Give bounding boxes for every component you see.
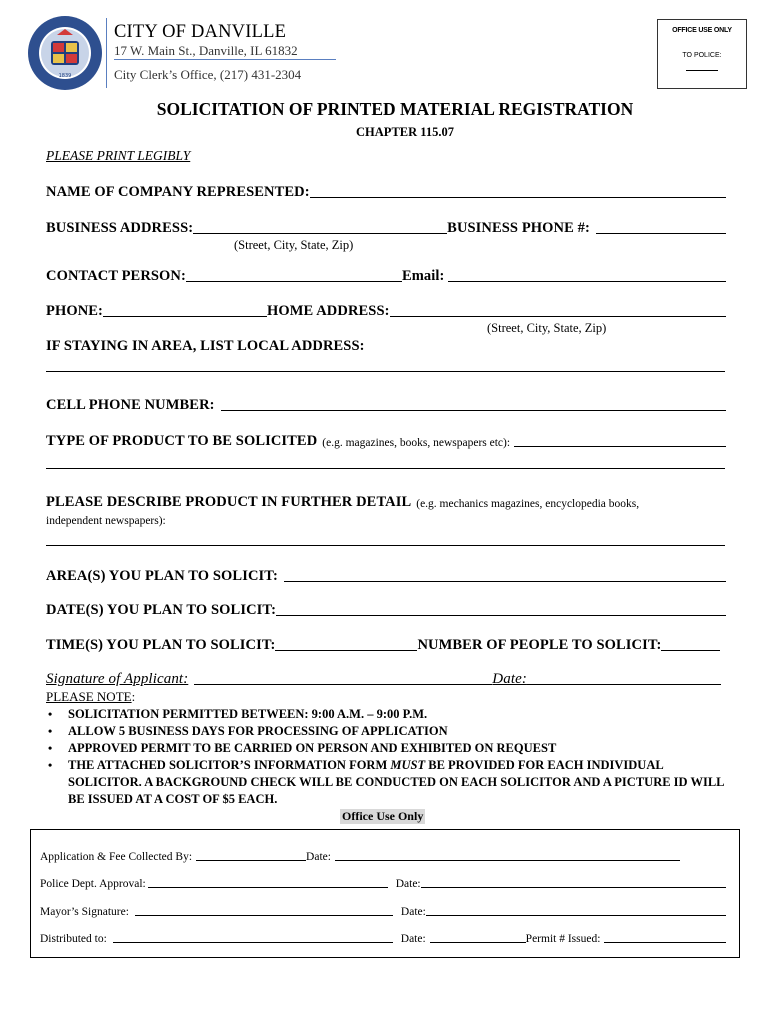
police-row [40, 878, 726, 890]
product-type-label: TYPE OF PRODUCT TO BE SOLICITED [46, 433, 318, 449]
note-text: APPROVED PERMIT TO BE CARRIED ON PERSON AND EXHIBITED ON REQUEST [68, 741, 557, 755]
product-type-input[interactable] [514, 446, 726, 447]
bullet-icon: • [48, 758, 53, 772]
app-fee-date-label: Date: [306, 851, 331, 863]
company-row [46, 184, 726, 201]
header-vertical-rule [106, 18, 107, 88]
times-row [46, 637, 720, 654]
local-address-row [46, 338, 726, 355]
signature-row [46, 671, 721, 688]
app-fee-label: Application & Fee Collected By: [40, 851, 193, 863]
signature-label: Signature of Applicant: [46, 671, 189, 687]
contact-person-label: CONTACT PERSON: [46, 268, 186, 284]
notes-heading [46, 689, 135, 705]
distributed-input[interactable] [113, 942, 393, 943]
times-label: TIME(S) YOU PLAN TO SOLICIT: [46, 637, 276, 653]
business-address-hint: (Street, City, State, Zip) [234, 238, 354, 252]
contact-row [46, 268, 726, 285]
product-detail-input[interactable] [46, 545, 725, 546]
cell-phone-label: CELL PHONE NUMBER: [46, 397, 215, 413]
svg-text:1839: 1839 [58, 73, 72, 79]
mayor-date-label: Date: [400, 906, 426, 918]
cell-phone-input[interactable] [221, 410, 726, 411]
company-label: NAME OF COMPANY REPRESENTED: [46, 184, 310, 200]
office-use-section [30, 829, 740, 958]
note-must: MUST [390, 758, 426, 772]
product-type-input-2[interactable] [46, 468, 725, 469]
signature-date-label: Date: [492, 671, 527, 687]
email-label: Email: [401, 268, 445, 284]
mayor-row [40, 906, 726, 918]
notes-list [46, 706, 736, 808]
list-item [46, 723, 736, 740]
cell-phone-row [46, 397, 726, 414]
business-row [46, 220, 726, 237]
app-fee-date-input[interactable] [335, 860, 680, 861]
distributed-label: Distributed to: [40, 933, 107, 945]
bullet-icon: • [48, 741, 53, 755]
dates-row [46, 602, 726, 619]
product-detail-row [46, 494, 726, 511]
police-date-label: Date: [395, 878, 421, 890]
business-address-label: BUSINESS ADDRESS: [46, 220, 194, 236]
bullet-icon: • [48, 724, 53, 738]
business-phone-input[interactable] [596, 233, 726, 234]
product-detail-label: PLEASE DESCRIBE PRODUCT IN FURTHER DETAIL [46, 494, 412, 510]
local-address-input[interactable] [46, 371, 725, 372]
app-fee-input[interactable] [196, 860, 306, 861]
areas-row [46, 568, 726, 585]
home-address-hint: (Street, City, State, Zip) [487, 321, 607, 335]
header-rule [114, 59, 336, 60]
areas-input[interactable] [284, 581, 726, 582]
distributed-row [40, 933, 726, 945]
dates-input[interactable] [276, 615, 726, 616]
to-police-line[interactable] [686, 70, 718, 71]
clerk-office: City Clerk’s Office, (217) 431-2304 [114, 67, 302, 82]
bullet-icon: • [48, 707, 53, 721]
local-address-label: IF STAYING IN AREA, LIST LOCAL ADDRESS: [46, 338, 365, 354]
notes-heading-colon: : [131, 689, 136, 704]
home-address-label: HOME ADDRESS: [267, 303, 390, 319]
list-item [46, 740, 736, 757]
mayor-label: Mayor’s Signature: [40, 906, 129, 918]
note-text: ALLOW 5 BUSINESS DAYS FOR PROCESSING OF APPLICATION [68, 724, 448, 738]
product-detail-hint: (e.g. mechanics magazines, encyclopedia books, [416, 498, 640, 510]
office-use-only-box [657, 19, 747, 89]
product-detail-hint-2: independent newspapers): [46, 515, 166, 527]
mayor-input[interactable] [135, 915, 393, 916]
people-input[interactable] [661, 650, 720, 651]
areas-label: AREA(S) YOU PLAN TO SOLICIT: [46, 568, 278, 584]
product-type-hint: (e.g. magazines, books, newspapers etc): [322, 437, 511, 449]
signature-date-input[interactable] [527, 684, 721, 685]
office-use-only-title: OFFICE USE ONLY [672, 27, 732, 34]
signature-input[interactable] [194, 684, 492, 685]
note-text: SOLICITATION PERMITTED BETWEEN: 9:00 A.M. – 9:00 P.M. [68, 707, 428, 721]
business-address-input[interactable] [193, 233, 447, 234]
contact-person-input[interactable] [186, 281, 402, 282]
distributed-date-input[interactable] [430, 942, 526, 943]
note-text-continued: BE PROVIDED FOR EACH INDIVIDUAL SOLICITOR. A BACKGROUND CHECK WILL BE CONDUCTED ON EACH SOLICITOR AND A PICTURE ID WILL BE ISSUED AT A COST OF $5 EACH. [68, 758, 724, 806]
note-text: THE ATTACHED SOLICITOR’S INFORMATION FORM [68, 758, 391, 772]
police-input[interactable] [148, 887, 388, 888]
product-type-row [46, 433, 726, 450]
company-input[interactable] [310, 197, 726, 198]
to-police-label: TO POLICE: [682, 52, 722, 59]
police-date-input[interactable] [421, 887, 726, 888]
email-input[interactable] [448, 281, 726, 282]
times-input[interactable] [275, 650, 417, 651]
phone-label: PHONE: [46, 303, 103, 319]
dates-label: DATE(S) YOU PLAN TO SOLICIT: [46, 602, 277, 618]
police-label: Police Dept. Approval: [40, 878, 146, 890]
app-fee-row [40, 851, 680, 863]
city-name: CITY OF DANVILLE [114, 22, 287, 42]
office-use-label: Office Use Only [342, 809, 424, 823]
list-item [46, 706, 736, 723]
chapter-label: CHAPTER 115.07 [356, 125, 454, 139]
list-item [46, 757, 736, 808]
city-address: 17 W. Main St., Danville, IL 61832 [114, 43, 298, 58]
print-legibly-note: PLEASE PRINT LEGIBLY [46, 148, 191, 163]
mayor-date-input[interactable] [426, 915, 726, 916]
permit-label: Permit # Issued: [525, 933, 601, 945]
city-seal [27, 15, 103, 91]
notes-heading-text: PLEASE NOTE [46, 689, 132, 704]
business-phone-label: BUSINESS PHONE #: [447, 220, 590, 236]
form-title: SOLICITATION OF PRINTED MATERIAL REGISTRATION [156, 99, 634, 119]
phone-row [46, 303, 726, 320]
phone-input[interactable] [103, 316, 267, 317]
home-address-input[interactable] [390, 316, 726, 317]
distributed-date-label: Date: [400, 933, 426, 945]
permit-input[interactable] [604, 942, 726, 943]
people-label: NUMBER OF PEOPLE TO SOLICIT: [417, 637, 662, 653]
